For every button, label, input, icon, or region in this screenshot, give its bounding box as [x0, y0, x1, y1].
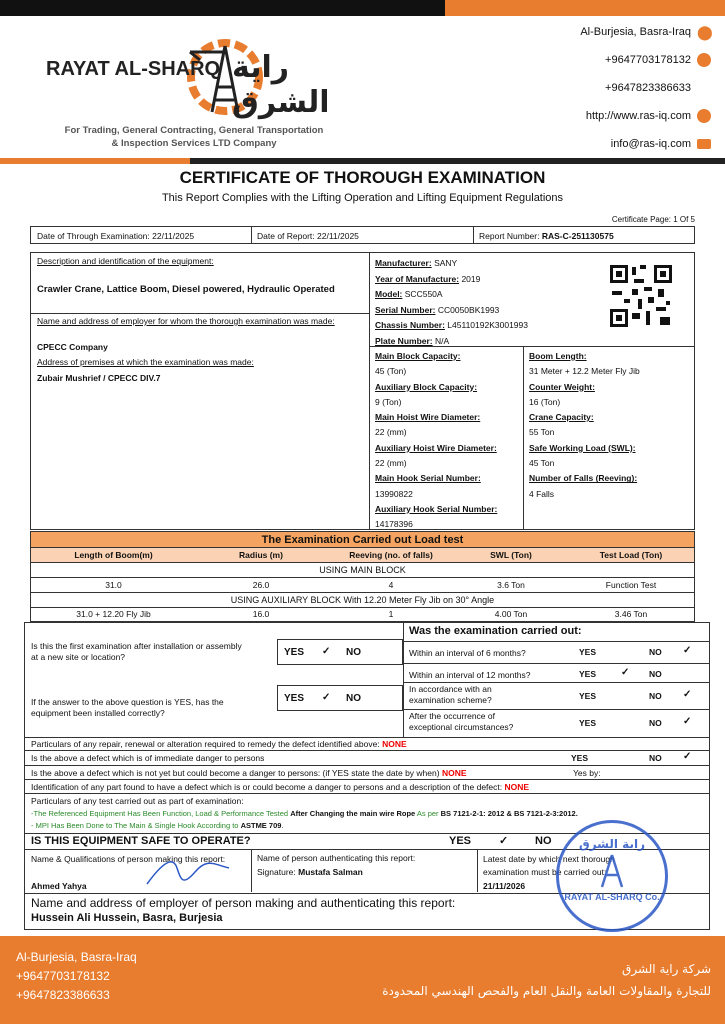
spec-list-right [529, 349, 640, 502]
next-exam-label: Latest date by which next thorough examination must be carried out: [483, 854, 615, 877]
defect-id-label: Identification of any part found to have a defect which is or could become a danger to persons and a description of the defect: [31, 782, 503, 792]
cell-reeving: 1 [388, 609, 394, 619]
checkmark-icon[interactable]: ✓ [683, 689, 692, 700]
location-pin-icon: ⬤ [697, 24, 713, 40]
chassis-label: Chassis Number: [375, 320, 445, 330]
safe-yes-label: YES [449, 835, 472, 847]
yes-label: YES [284, 647, 305, 658]
aux-block-heading: USING AUXILIARY BLOCK With 12.20 Meter Fly Jib on 30° Angle [30, 593, 695, 608]
equipment-block [30, 252, 695, 530]
falls-label: Number of Falls (Reeving): [529, 473, 638, 484]
test-note-2 [31, 821, 284, 830]
col-reeving: Reeving (no. of falls) [349, 550, 433, 560]
yes-label: YES [579, 718, 597, 728]
employer-label: Name and address of employer for whom the thorough examination was made: [37, 316, 335, 326]
tagline [44, 124, 344, 150]
question-first-exam: Is this the first examination after installation or assembly at a new site or location? [31, 641, 242, 662]
interval-12-label: Within an interval of 12 months? [409, 670, 531, 680]
footer-company-ar [382, 958, 711, 1002]
serial-label: Serial Number: [375, 304, 436, 315]
main-hook-label: Main Hook Serial Number: [375, 473, 481, 484]
aux-block-label: Auxiliary Block Capacity: [375, 381, 478, 392]
test-note-2a: - MPI Has Been Done to The Main & Single Hook According to [31, 821, 241, 830]
safe-no-label: NO [535, 835, 552, 847]
yes-label: YES [579, 647, 597, 657]
boom-value: 31 Meter + 12.2 Meter Fly Jib [529, 366, 640, 377]
future-danger [31, 768, 467, 778]
checkmark-icon[interactable]: ✓ [322, 646, 331, 657]
no-label: NO [346, 693, 361, 704]
footer-ar-name: شركة راية الشرق [622, 962, 711, 976]
checkmark-icon[interactable]: ✓ [683, 751, 692, 762]
cell-swl: 3.6 Ton [497, 580, 525, 590]
repair-particulars [31, 739, 407, 749]
yes-label: YES [579, 669, 597, 679]
cell-radius: 26.0 [252, 580, 270, 590]
report-maker-label: Name & Qualifications of person making this report: [31, 854, 226, 864]
test-note-1d: BS 7121-2-1: 2012 & BS 7121-2-3:2012. [440, 809, 578, 818]
cell-boom: 31.0 [105, 580, 122, 590]
aux-wire-label: Auxiliary Hoist Wire Diameter: [375, 442, 497, 453]
main-wire-value: 22 (mm) [375, 427, 407, 438]
main-hook-value: 13990822 [375, 488, 413, 499]
checkmark-icon[interactable]: ✓ [499, 835, 509, 847]
manufacturer-value: SANY [434, 258, 458, 268]
certificate-title: CERTIFICATE OF THOROUGH EXAMINATION [179, 168, 546, 187]
envelope-icon [697, 139, 711, 149]
aux-hook-value: 14178396 [375, 519, 413, 530]
report-date: Date of Report: 22/11/2025 [257, 231, 359, 241]
examination-questions [24, 622, 710, 738]
authenticator-signature [257, 867, 363, 877]
tagline-line-2: & Inspection Services LTD Company [111, 138, 277, 149]
footer-address: Al-Burjesia, Basra-Iraq [16, 950, 137, 964]
report-number-value: RAS-C-251130575 [541, 231, 614, 241]
plate-label: Plate Number: [375, 335, 433, 346]
repair-label: Particulars of any repair, renewal or alteration required to remedy the defect identified above: [31, 739, 380, 749]
immediate-danger: Is the above a defect which is of immediate danger to persons [31, 753, 265, 763]
checkmark-icon[interactable]: ✓ [683, 645, 692, 656]
contact-email[interactable]: info@ras-iq.com [610, 138, 691, 150]
contact-website[interactable]: http://www.ras-iq.com [585, 110, 691, 122]
no-label: NO [649, 753, 662, 763]
no-label: NO [649, 691, 662, 701]
cell-test-load: 3.46 Ton [614, 609, 648, 619]
footer [0, 936, 725, 1024]
counterweight-value: 16 (Ton) [529, 396, 561, 407]
table-row [30, 578, 695, 593]
company-name-ar: راية الشرق [232, 50, 330, 120]
aux-hook-label: Auxiliary Hook Serial Number: [375, 503, 498, 514]
exceptional-label: After the occurrence of exceptional circumstances? [409, 711, 514, 732]
answer-q1 [277, 639, 403, 665]
plate-value: N/A [435, 335, 450, 346]
cell-radius: 16.0 [252, 609, 270, 619]
yes-label: YES [284, 693, 305, 704]
test-particulars: Particulars of any test carried out as part of examination: [31, 796, 244, 806]
report-number-label: Report Number: [479, 231, 542, 241]
stamp-bottom-text: RAYAT AL-SHARQ Co. [564, 892, 660, 902]
scheme-label: In accordance with an examination scheme? [409, 684, 492, 705]
desc-value: Crawler Crane, Lattice Boom, Diesel powered, Hydraulic Operated [37, 284, 335, 295]
dates-row [30, 226, 695, 244]
premises-label: Address of premises at which the examination was made: [37, 357, 254, 367]
year-label: Year of Manufacture: [375, 273, 460, 284]
certificate-subtitle: This Report Complies with the Lifting Operation and Lifting Equipment Regulations [161, 192, 564, 204]
test-note-1 [31, 809, 578, 818]
footer-phone-2: +9647823386633 [16, 988, 110, 1002]
capacity-value: 55 Ton [529, 427, 555, 438]
footer-ar-desc: للتجارة والمقاولات العامة والنقل العام والفحص الهندسي المحدودة [382, 984, 711, 998]
no-label: NO [649, 669, 662, 679]
capacity-label: Crane Capacity: [529, 412, 594, 423]
counterweight-label: Counter Weight: [529, 381, 595, 392]
page-number: Certificate Page: 1 Of 5 [611, 215, 695, 224]
swl-label: Safe Working Load (SWL): [529, 442, 636, 453]
chassis-value: L45110192K3001993 [447, 320, 528, 330]
contact-phone-1: +9647703178132 [605, 54, 691, 66]
authenticator-label: Name of person authenticating this report: [257, 853, 416, 863]
question-installed-correctly: If the answer to the above question is YES, has the equipment been installed correctly? [31, 697, 224, 718]
stamp-derrick-icon [592, 853, 632, 889]
no-label: NO [346, 647, 361, 658]
aux-wire-value: 22 (mm) [375, 458, 407, 469]
was-exam-heading: Was the examination carried out: [409, 625, 582, 637]
defect-id-value: NONE [504, 782, 530, 792]
no-label: NO [649, 647, 662, 657]
no-label: NO [649, 718, 662, 728]
stamp-top-text: راية الشرق [578, 837, 645, 851]
premises-value: Zubair Mushrief / CPECC DIV.7 [37, 373, 161, 383]
company-name-en: RAYAT AL-SHARQ [46, 58, 221, 80]
test-note-1b: After Changing the main wire Rope [290, 809, 416, 818]
signature-icon [143, 854, 233, 888]
yes-label: YES [571, 753, 589, 763]
cell-swl: 4.00 Ton [494, 609, 528, 619]
desc-label: Description and identification of the equipment: [37, 256, 214, 266]
col-test-load: Test Load (Ton) [599, 550, 663, 560]
serial-value: CC0050BK1993 [437, 304, 500, 315]
checkmark-icon[interactable]: ✓ [621, 667, 630, 678]
report-maker-name: Ahmed Yahya [31, 881, 87, 891]
spec-list-left [375, 349, 497, 533]
authenticator-name: Mustafa Salman [298, 867, 363, 877]
employer-sign-value: Hussein Ali Hussein, Basra, Burjesia [31, 912, 223, 924]
qr-code-icon[interactable] [608, 263, 674, 329]
main-wire-label: Main Hoist Wire Diameter: [375, 412, 481, 423]
next-exam-date: 21/11/2026 [483, 881, 526, 891]
tagline-line-1: For Trading, General Contracting, General Transportation [64, 125, 324, 136]
cell-reeving: 4 [388, 580, 394, 590]
contact-address: Al-Burjesia, Basra-Iraq [580, 26, 691, 38]
test-note-1c: As per [415, 809, 441, 818]
boom-label: Boom Length: [529, 351, 587, 361]
year-value: 2019 [461, 273, 481, 284]
phone-icon [697, 53, 711, 67]
table-row [30, 608, 695, 622]
footer-contact [16, 948, 137, 1005]
exam-date: Date of Through Examination: 22/11/2025 [37, 231, 195, 241]
header-separator [0, 158, 725, 164]
load-test-header [30, 548, 695, 563]
falls-value: 4 Falls [529, 488, 555, 499]
test-note-1a: -The Referenced Equipment Has Been Function, Load & Performance Tested [31, 809, 291, 818]
answer-q2 [277, 685, 403, 711]
spec-list-top [375, 256, 528, 349]
model-value: SCC550A [404, 289, 443, 299]
future-danger-label: Is the above a defect which is not yet but could become a danger to persons: (if YES state the date by when) [31, 768, 440, 778]
model-label: Model: [375, 289, 403, 299]
col-boom: Length of Boom(m) [74, 550, 153, 560]
company-logo [46, 30, 346, 120]
top-bar [0, 0, 725, 16]
manufacturer-label: Manufacturer: [375, 258, 432, 268]
employer-sign-label: Name and address of employer of person making and authenticating this report: [31, 896, 456, 910]
checkmark-icon[interactable]: ✓ [322, 692, 331, 703]
future-danger-value: NONE [441, 768, 467, 778]
contact-phone-2: +9647823386633 [605, 82, 691, 94]
yes-by-label: Yes by: [573, 768, 601, 778]
aux-block-value: 9 (Ton) [375, 396, 402, 407]
footer-phone-1: +9647703178132 [16, 969, 110, 983]
report-number [479, 231, 614, 241]
checkmark-icon[interactable]: ✓ [683, 716, 692, 727]
main-block-heading: USING MAIN BLOCK [30, 563, 695, 578]
yes-label: YES [579, 691, 597, 701]
load-test-title: The Examination Carried out Load test [30, 531, 695, 548]
company-stamp [556, 820, 668, 932]
col-radius: Radius (m) [239, 550, 283, 560]
signature-prefix: Signature: [257, 867, 299, 877]
swl-value: 45 Ton [529, 458, 555, 469]
globe-icon [697, 109, 711, 123]
interval-6-label: Within an interval of 6 months? [409, 648, 526, 658]
test-note-2c: . [281, 821, 284, 830]
main-block-value: 45 (Ton) [375, 366, 407, 377]
test-note-2b: ASTME 709 [240, 821, 282, 830]
repair-value: NONE [382, 739, 407, 749]
main-block-label: Main Block Capacity: [375, 351, 461, 361]
cell-boom: 31.0 + 12.20 Fly Jib [76, 609, 151, 619]
defect-identification [31, 782, 529, 792]
col-swl: SWL (Ton) [490, 550, 532, 560]
cell-test-load: Function Test [605, 580, 657, 590]
safe-question: IS THIS EQUIPMENT SAFE TO OPERATE? [31, 835, 251, 847]
employer-value: CPECC Company [37, 342, 108, 352]
